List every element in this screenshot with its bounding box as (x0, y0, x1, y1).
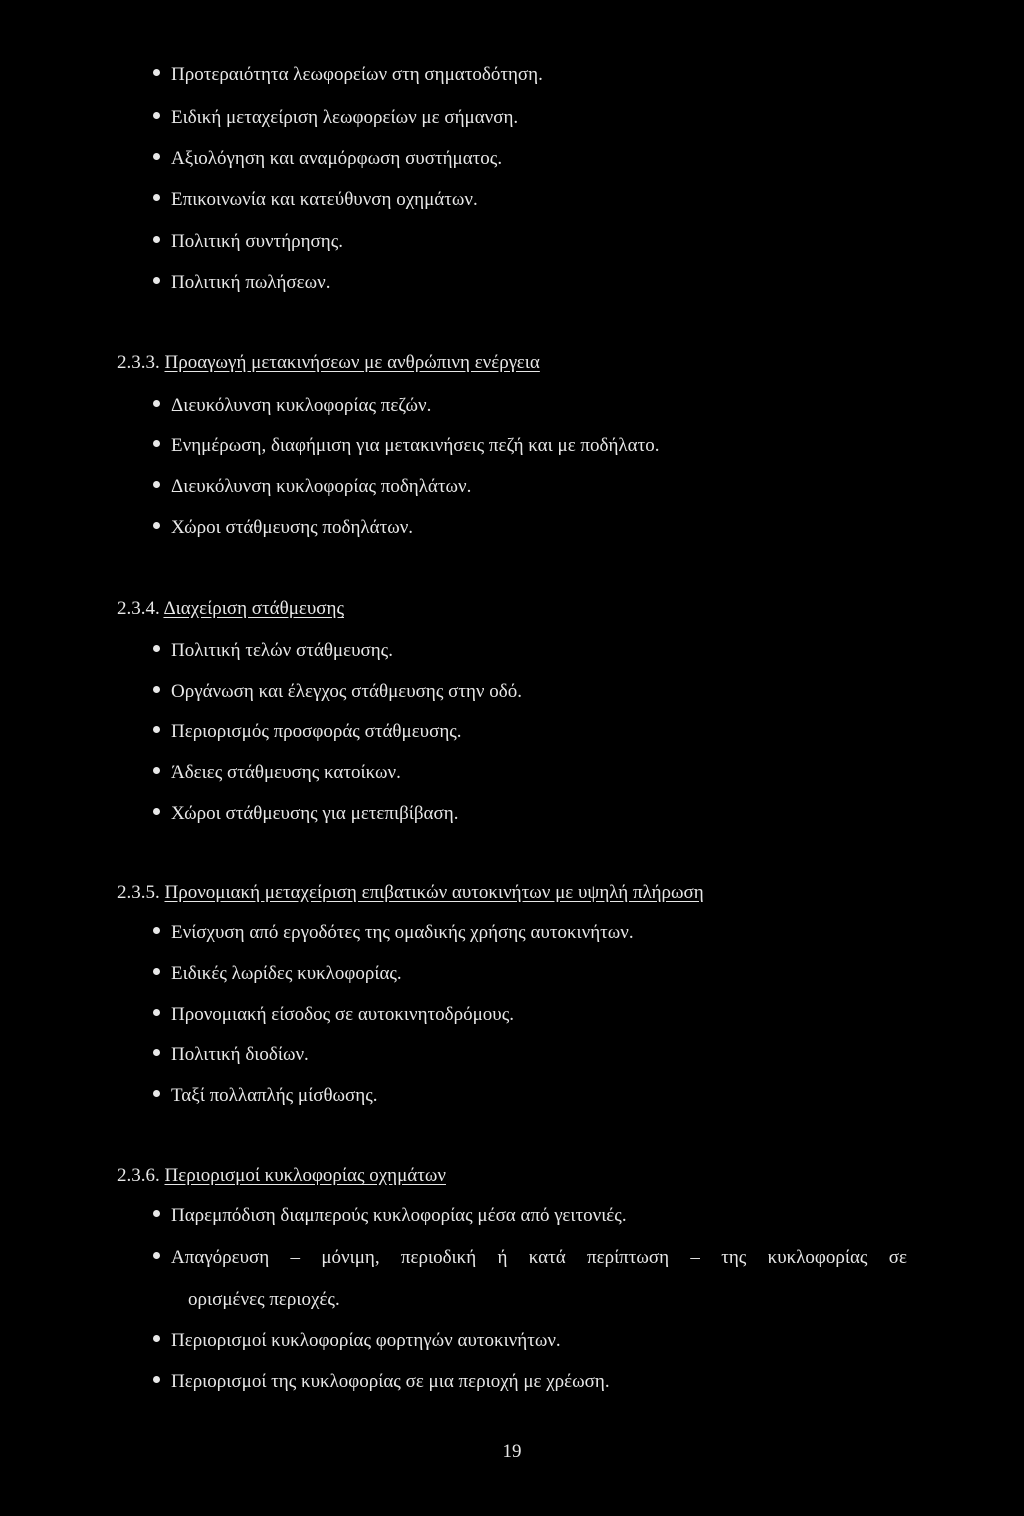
bullet-icon (153, 440, 160, 447)
list-item (153, 517, 413, 539)
list-item (153, 1085, 378, 1107)
list-item (153, 272, 330, 294)
bullet-icon (153, 194, 160, 201)
bullet-icon (153, 767, 160, 774)
bullet-icon (153, 277, 160, 284)
list-item-text: Χώροι στάθμευσης ποδηλάτων. (171, 517, 414, 538)
bullet-icon (153, 686, 160, 693)
list-item-text: Ταξί πολλαπλής μίσθωσης. (171, 1085, 378, 1106)
bullet-icon (153, 968, 160, 975)
bullet-icon (153, 1009, 160, 1016)
bullet-icon (153, 522, 160, 529)
list-item-text: Πολιτική πωλήσεων. (171, 272, 331, 293)
list-item (153, 922, 634, 944)
list-item-text: Προτεραιότητα λεωφορείων στη σηματοδότηση. (171, 64, 543, 85)
bullet-icon (153, 153, 160, 160)
list-item-text: Ειδική μεταχείριση λεωφορείων με σήμανση. (171, 107, 519, 128)
section-heading (117, 352, 540, 374)
bullet-icon (153, 645, 160, 652)
list-item-text: Διευκόλυνση κυκλοφορίας ποδηλάτων. (171, 476, 472, 497)
bullet-icon (153, 808, 160, 815)
list-item-text: Αξιολόγηση και αναμόρφωση συστήματος. (171, 148, 503, 169)
bullet-icon (153, 481, 160, 488)
bullet-icon (153, 726, 160, 733)
list-item-text: Ειδικές λωρίδες κυκλοφορίας. (171, 963, 402, 984)
section-title: Προνομιακή μεταχείριση επιβατικών αυτοκινήτων με υψηλή πλήρωση (164, 882, 704, 903)
list-item-text: Πολιτική συντήρησης. (171, 231, 344, 252)
list-item-text: Απαγόρευση – μόνιμη, περιοδική ή κατά περίπτωση – της κυκλοφορίας σε (171, 1247, 907, 1268)
list-item-text: Χώροι στάθμευσης για μετεπιβίβαση. (171, 803, 459, 824)
list-item-text: Προνομιακή είσοδος σε αυτοκινητοδρόμους. (171, 1004, 514, 1025)
list-item-text: Ενημέρωση, διαφήμιση για μετακινήσεις πεζή και με ποδήλατο. (171, 435, 660, 456)
list-item-text: Περιορισμός προσφοράς στάθμευσης. (171, 721, 462, 742)
list-item (153, 681, 522, 703)
list-item-continuation: ορισμένες περιοχές. (188, 1289, 340, 1310)
bullet-icon (153, 236, 160, 243)
section-number: 2.3.4. (117, 598, 160, 619)
list-item (153, 476, 471, 498)
page-number: 19 (502, 1441, 522, 1462)
bullet-icon (153, 69, 160, 76)
list-item (153, 64, 543, 86)
list-item (153, 395, 431, 417)
list-item (153, 762, 401, 784)
list-item (153, 963, 402, 985)
bullet-icon (153, 1252, 160, 1259)
list-item (153, 803, 458, 825)
list-item (153, 1330, 561, 1352)
bullet-icon (153, 112, 160, 119)
section-heading (117, 598, 344, 620)
section-title: Προαγωγή μετακινήσεων με ανθρώπινη ενέργεια (164, 352, 540, 373)
section-title: Περιορισμοί κυκλοφορίας οχημάτων (164, 1165, 446, 1186)
list-item (153, 1044, 309, 1066)
bullet-icon (153, 1335, 160, 1342)
bullet-icon (153, 1376, 160, 1383)
bullet-icon (153, 927, 160, 934)
list-item-text: Άδειες στάθμευσης κατοίκων. (171, 762, 401, 783)
list-item (153, 640, 393, 662)
list-item (153, 1004, 514, 1026)
list-item-text: Διευκόλυνση κυκλοφορίας πεζών. (171, 395, 432, 416)
list-item (153, 231, 343, 253)
list-item (153, 1205, 627, 1227)
list-item (153, 435, 659, 457)
section-title: Διαχείριση στάθμευσης (163, 598, 344, 619)
list-item-text: Παρεμπόδιση διαμπερούς κυκλοφορίας μέσα από γειτονιές. (171, 1205, 627, 1226)
list-item (153, 189, 478, 211)
section-number: 2.3.6. (117, 1165, 160, 1186)
list-item (153, 107, 518, 129)
list-item (153, 1247, 907, 1269)
list-item (153, 1371, 610, 1393)
list-item-text: Πολιτική τελών στάθμευσης. (171, 640, 393, 661)
list-item-text: Περιορισμοί κυκλοφορίας φορτηγών αυτοκινήτων. (171, 1330, 561, 1351)
section-number: 2.3.5. (117, 882, 160, 903)
list-item-text: Ενίσχυση από εργοδότες της ομαδικής χρήσης αυτοκινήτων. (171, 922, 634, 943)
list-item-text: Επικοινωνία και κατεύθυνση οχημάτων. (171, 189, 478, 210)
list-item-text: Πολιτική διοδίων. (171, 1044, 309, 1065)
bullet-icon (153, 1049, 160, 1056)
bullet-icon (153, 1090, 160, 1097)
list-item (153, 148, 502, 170)
section-number: 2.3.3. (117, 352, 160, 373)
list-item-text: Οργάνωση και έλεγχος στάθμευσης στην οδό. (171, 681, 522, 702)
section-heading (117, 1165, 446, 1187)
bullet-icon (153, 1210, 160, 1217)
bullet-icon (153, 400, 160, 407)
list-item (153, 721, 462, 743)
list-item-text: Περιορισμοί της κυκλοφορίας σε μια περιοχή με χρέωση. (171, 1371, 610, 1392)
section-heading (117, 882, 704, 904)
